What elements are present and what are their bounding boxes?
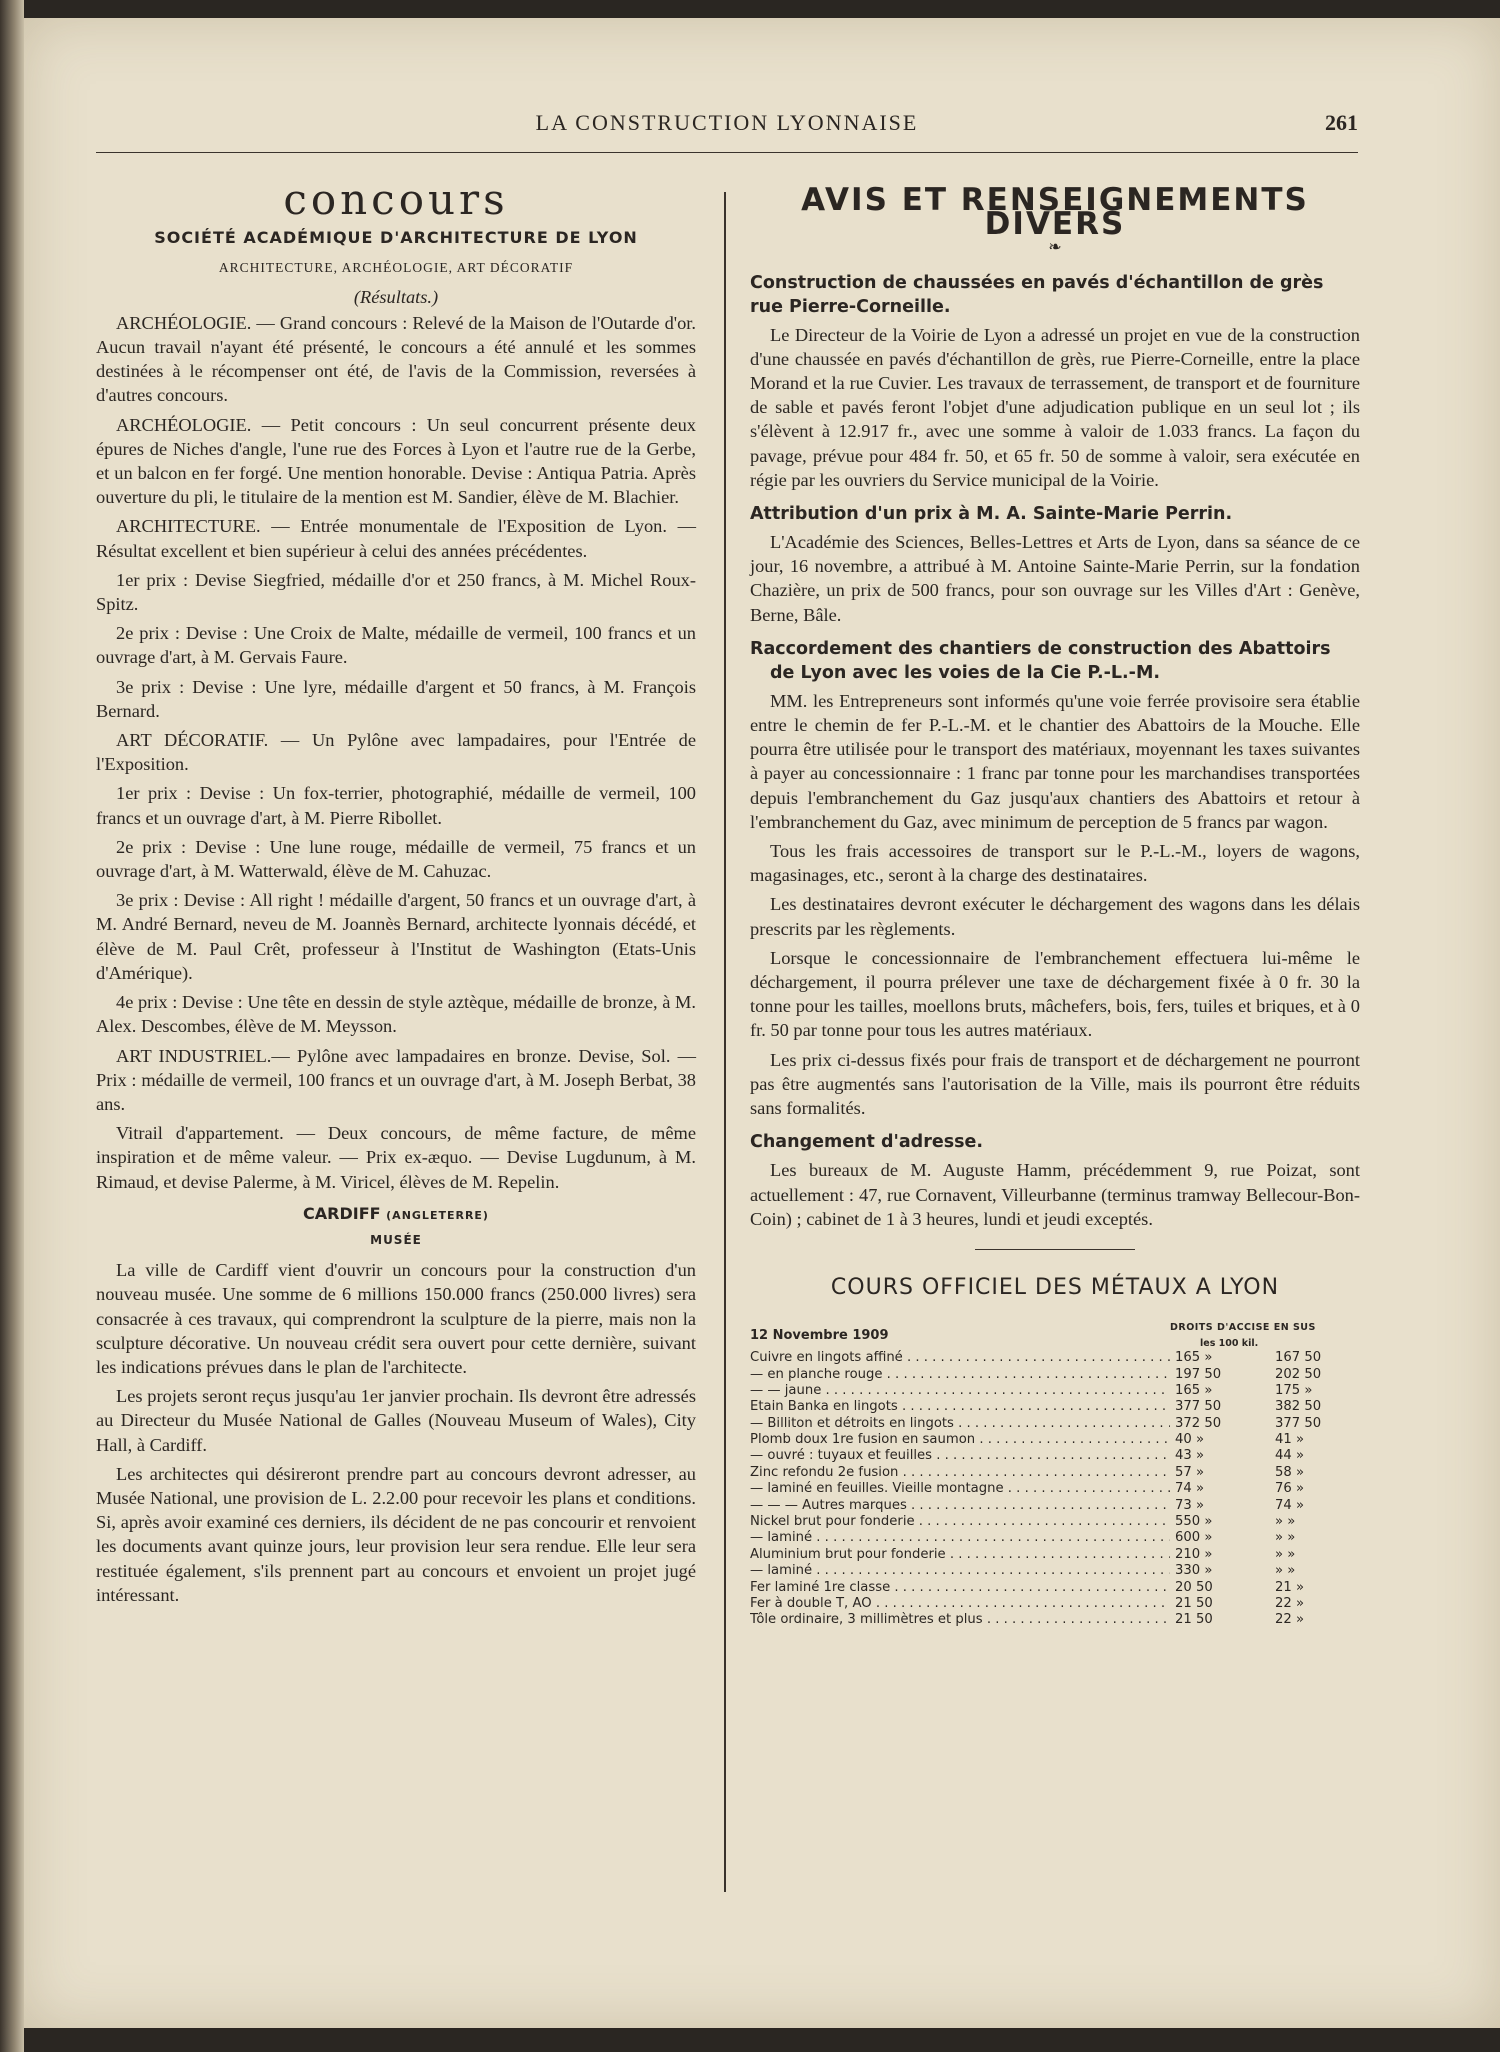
item-heading: Changement d'adresse. bbox=[750, 1132, 984, 1153]
metals-column-header: DROITS D'ACCISE EN SUS bbox=[1170, 1322, 1316, 1334]
paragraph: ARCHÉOLOGIE. — Petit concours : Un seul concurrent présente deux épures de Niches d'angle, l'une rue des Forces à Lyon et l'autre rue de la Gerbe, et un balcon en fer forgé. Une mention honorable. Devise : Antiqua Patria. Après ouverture du pli, le titulaire de la mention est M. Sandier, élève de M. Blachier. bbox=[96, 414, 696, 508]
paragraph: Tous les frais accessoires de transport sur le P.-L.-M., loyers de wagons, magasinages, etc., seront à la charge des destinataires. bbox=[750, 841, 1360, 886]
table-row bbox=[750, 1596, 1360, 1612]
metals-table bbox=[750, 1350, 1360, 1629]
metal-price: 550 » bbox=[1175, 1514, 1250, 1530]
metal-price: 210 » bbox=[1175, 1547, 1250, 1563]
metal-price-with-duty: 167 50 bbox=[1275, 1350, 1322, 1366]
cardiff-title: CARDIFF bbox=[303, 1203, 381, 1223]
paragraph: Le Directeur de la Voirie de Lyon a adressé un projet en vue de la construction d'une chaussée en pavés d'échantillon de grès, rue Pierre-Corneille, entre la place Morand et la rue Cuvier. Les travaux de terrassement, de transport et de fourniture de sable et pavés feront l'objet d'une adjudication publique en un seul lot ; ils s'élèvent à 12.917 fr., avec une somme à valoir de 1.033 francs. La façon du pavage, prévue pour 484 fr. 50, et 65 fr. 50 de somme à valoir, sera exécutée en régie par les ouvriers du Service municipal de la Voirie. bbox=[750, 324, 1360, 490]
metal-label: — — jaune . . . bbox=[750, 1383, 1170, 1399]
paragraph: L'Académie des Sciences, Belles-Lettres et Arts de Lyon, dans sa séance de ce jour, 16 novembre, a attribué à M. Antoine Sainte-Marie Perrin, sur la fondation Chazière, un prix de 500 francs, pour son ouvrage sur les Villes d'Art : Genève, Berne, Bâle. bbox=[750, 532, 1360, 625]
paragraph: Les architectes qui désireront prendre part au concours devront adresser, au Musée National, une provision de L. 2.2.00 pour recevoir les plans et conditions. Si, après avoir examiné ces derniers, ils décident de ne pas concourir et renvoient les documents avant quinze jours, leur provision leur sera rendue. Elle leur sera restituée également, s'ils prennent part au concours et envoient un projet jugé intéressant. bbox=[96, 1463, 696, 1605]
metal-label: — — — Autres marques . . . bbox=[750, 1498, 1170, 1514]
metal-price-with-duty: 74 » bbox=[1275, 1497, 1305, 1513]
paragraph: MM. les Entrepreneurs sont informés qu'une voie ferrée provisoire sera établie entre le chemin de fer P.-L.-M. et le chantier des Abattoirs de la Mouche. Elle pourra être utilisée pour le transport des matériaux, moyennant les taxes suivantes à payer au concessionnaire : 1 franc par tonne pour les marchandises transportées depuis l'embranchement du Gaz jusqu'aux chantiers des Abattoirs et retour à l'embranchement du Gaz, avec minimum de perception de 5 francs par wagon. bbox=[750, 690, 1360, 832]
metal-label: — laminé . . . bbox=[750, 1530, 1170, 1546]
metal-price-with-duty: 22 » bbox=[1275, 1612, 1305, 1628]
metal-price-with-duty: 175 » bbox=[1275, 1382, 1313, 1398]
metal-price: 43 » bbox=[1175, 1448, 1250, 1464]
metal-label: — laminé en feuilles. Vieille montagne . . . bbox=[750, 1481, 1170, 1497]
paragraph: Les bureaux de M. Auguste Hamm, précédemment 9, rue Poizat, sont actuellement : 47, rue Cornavent, Villeurbanne (terminus tramway Bellecour-Bon-Coin) ; cabinet de 1 à 3 heures, lundi et jeudi exceptés. bbox=[750, 1160, 1360, 1229]
metal-label: Fer laminé 1re classe . . . bbox=[750, 1580, 1170, 1596]
metal-price-with-duty: » » bbox=[1275, 1514, 1296, 1530]
metal-label: Tôle ordinaire, 3 millimètres et plus . . . bbox=[750, 1612, 1170, 1628]
metal-price-with-duty: » » bbox=[1275, 1563, 1296, 1579]
metal-price-with-duty: 41 » bbox=[1275, 1432, 1305, 1448]
metal-label: Aluminium brut pour fonderie . . . bbox=[750, 1547, 1170, 1563]
running-header bbox=[96, 104, 1358, 153]
fleuron-icon: ❧ bbox=[1048, 239, 1062, 257]
table-row bbox=[750, 1399, 1360, 1415]
paragraph: 1er prix : Devise Siegfried, médaille d'or et 250 francs, à M. Michel Roux-Spitz. bbox=[96, 569, 696, 615]
page-number: 261 bbox=[1325, 110, 1358, 135]
metal-price: 377 50 bbox=[1175, 1399, 1250, 1415]
table-row bbox=[750, 1383, 1360, 1399]
table-row bbox=[750, 1612, 1360, 1628]
metal-label: — en planche rouge . . . bbox=[750, 1367, 1170, 1383]
metal-price: 165 » bbox=[1175, 1383, 1250, 1399]
org-name: SOCIÉTÉ ACADÉMIQUE D'ARCHITECTURE DE LYON bbox=[154, 228, 638, 248]
table-row bbox=[750, 1448, 1360, 1464]
metal-price: 21 50 bbox=[1175, 1596, 1250, 1612]
metal-price-with-duty: 202 50 bbox=[1275, 1366, 1322, 1382]
metals-title: COURS OFFICIEL DES MÉTAUX A LYON bbox=[830, 1274, 1280, 1300]
metal-price: 57 » bbox=[1175, 1465, 1250, 1481]
paragraph: Lorsque le concessionnaire de l'embranchement effectuera lui-même le déchargement, il pourra prélever une taxe de déchargement fixée à 0 fr. 30 la tonne pour les tailles, moellons bruts, mâchefers, bois, fers, tuiles et briques, et à 0 fr. 50 par tonne pour tous les autres matériaux. bbox=[750, 947, 1360, 1041]
paragraph: 1er prix : Devise : Un fox-terrier, photographié, médaille de vermeil, 100 francs et un ouvrage d'art, à M. Pierre Ribollet. bbox=[96, 783, 696, 828]
metal-label: — ouvré : tuyaux et feuilles . . . bbox=[750, 1448, 1170, 1464]
column-divider bbox=[724, 192, 726, 1892]
table-row bbox=[750, 1350, 1360, 1366]
table-row bbox=[750, 1514, 1360, 1530]
table-row bbox=[750, 1498, 1360, 1514]
avis-title: AVIS ET RENSEIGNEMENTS DIVERS bbox=[801, 182, 1309, 243]
metal-price-with-duty: » » bbox=[1275, 1546, 1296, 1562]
metal-price-with-duty: 21 » bbox=[1275, 1579, 1305, 1595]
metal-price-with-duty: 382 50 bbox=[1275, 1399, 1322, 1415]
paragraph: Les prix ci-dessus fixés pour frais de transport et de déchargement ne pourront pas être augmentés sans l'autorisation de la Ville, mais ils pourront être réduits sans formalités. bbox=[750, 1049, 1360, 1119]
metal-price-with-duty: 44 » bbox=[1275, 1448, 1305, 1464]
paragraph: 3e prix : Devise : Une lyre, médaille d'argent et 50 francs, à M. François Bernard. bbox=[96, 676, 696, 721]
paragraph: 2e prix : Devise : Une lune rouge, médaille de vermeil, 75 francs et un ouvrage d'art, à M. Watterwald, élève de M. Cahuzac. bbox=[96, 836, 696, 882]
table-row bbox=[750, 1580, 1360, 1596]
cardiff-subheading: MUSÉE bbox=[370, 1232, 422, 1247]
binding-edge bbox=[0, 0, 24, 2052]
metal-price: 372 50 bbox=[1175, 1416, 1250, 1432]
cardiff-heading bbox=[96, 1202, 696, 1228]
metal-price: 74 » bbox=[1175, 1481, 1250, 1497]
table-row bbox=[750, 1547, 1360, 1563]
table-row bbox=[750, 1416, 1360, 1432]
metal-label: Cuivre en lingots affiné . . . bbox=[750, 1350, 1170, 1366]
metal-label: Nickel brut pour fonderie . . . bbox=[750, 1514, 1170, 1530]
metal-price: 330 » bbox=[1175, 1563, 1250, 1579]
metal-price: 600 » bbox=[1175, 1530, 1250, 1546]
metal-price: 20 50 bbox=[1175, 1580, 1250, 1596]
item-heading: Construction de chaussées en pavés d'échantillon de grès rue Pierre-Corneille. bbox=[750, 272, 1324, 317]
metals-date: 12 Novembre 1909 bbox=[750, 1328, 889, 1344]
results-label: (Résultats.) bbox=[353, 286, 439, 307]
paragraph: ARCHITECTURE. — Entrée monumentale de l'Exposition de Lyon. — Résultat excellent et bien supérieur à celui des années précédentes. bbox=[96, 516, 696, 561]
table-row bbox=[750, 1530, 1360, 1546]
metal-price: 197 50 bbox=[1175, 1367, 1250, 1383]
org-subtitle: ARCHITECTURE, ARCHÉOLOGIE, ART DÉCORATIF bbox=[218, 260, 574, 276]
paragraph: ART INDUSTRIEL.— Pylône avec lampadaires en bronze. Devise, Sol. — Prix : médaille de vermeil, 100 francs et un ouvrage d'art, à M. Joseph Berbat, 38 ans. bbox=[96, 1045, 696, 1114]
metal-price: 40 » bbox=[1175, 1432, 1250, 1448]
paragraph: Vitrail d'appartement. — Deux concours, de même facture, de même inspiration et de même valeur. — Prix ex-æquo. — Devise Lugdunum, à M. Rimaud, et devise Palerme, à M. Viricel, élèves de M. Repelin. bbox=[96, 1123, 696, 1192]
section-rule bbox=[975, 1249, 1135, 1250]
metal-price-with-duty: 22 » bbox=[1275, 1595, 1305, 1611]
paragraph: Les projets seront reçus jusqu'au 1er janvier prochain. Ils devront être adressés au Directeur du Musée National de Galles (Nouveau Museum of Wales), City Hall, à Cardiff. bbox=[96, 1386, 696, 1455]
metal-price-with-duty: 58 » bbox=[1275, 1464, 1305, 1480]
table-row bbox=[750, 1465, 1360, 1481]
metal-price: 21 50 bbox=[1175, 1612, 1250, 1628]
metal-price-with-duty: 377 50 bbox=[1275, 1415, 1322, 1431]
metal-label: Fer à double T, AO . . . bbox=[750, 1596, 1170, 1612]
item-heading: Attribution d'un prix à M. A. Sainte-Marie Perrin. bbox=[750, 504, 1233, 525]
paragraph: La ville de Cardiff vient d'ouvrir un concours pour la construction d'un nouveau musée. Une somme de 6 millions 150.000 francs (250.000 livres) sera consacrée à ces travaux, qui comprendront la sculpture de la pierre, mais non la sculpture décorative. Un nouveau crédit sera ouvert pour cette dernière, suivant les indications prévues dans le plan de l'architecte. bbox=[96, 1260, 696, 1377]
metal-price: 165 » bbox=[1175, 1350, 1250, 1366]
metal-price-with-duty: 76 » bbox=[1275, 1481, 1305, 1497]
right-column bbox=[750, 180, 1360, 1629]
journal-title: LA CONSTRUCTION LYONNAISE bbox=[535, 110, 919, 135]
left-column bbox=[96, 175, 696, 1612]
metals-unit: les 100 kil. bbox=[1200, 1338, 1259, 1350]
table-row bbox=[750, 1481, 1360, 1497]
concours-title: concours bbox=[283, 175, 509, 224]
metal-label: Etain Banka en lingots . . . bbox=[750, 1399, 1170, 1415]
concours-paragraphs bbox=[96, 311, 696, 1194]
metal-price-with-duty: » » bbox=[1275, 1530, 1296, 1546]
metal-label: Plomb doux 1re fusion en saumon . . . bbox=[750, 1432, 1170, 1448]
paragraph: 4e prix : Devise : Une tête en dessin de style aztèque, médaille de bronze, à M. Alex. Descombes, élève de M. Meysson. bbox=[96, 992, 696, 1037]
metal-label: Zinc refondu 2e fusion . . . bbox=[750, 1465, 1170, 1481]
paragraph: 2e prix : Devise : Une Croix de Malte, médaille de vermeil, 100 francs et un ouvrage d'art, à M. Gervais Faure. bbox=[96, 623, 696, 668]
item-heading: Raccordement des chantiers de construction des Abattoirs de Lyon avec les voies de la Cie P.-L.-M. bbox=[750, 638, 1331, 683]
paragraph: 3e prix : Devise : All right ! médaille d'argent, 50 francs et un ouvrage d'art, à M. André Bernard, neveu de M. Joannès Bernard, architecte lyonnais décédé, et élève de M. Paul Crêt, professeur à l'Institut de Washington (Etats-Unis d'Amérique). bbox=[96, 890, 696, 983]
table-row bbox=[750, 1432, 1360, 1448]
metal-label: — Billiton et détroits en lingots . . . bbox=[750, 1416, 1170, 1432]
paragraph: ARCHÉOLOGIE. — Grand concours : Relevé de la Maison de l'Outarde d'or. Aucun travail n'ayant été présenté, le concours a été annulé et les sommes destinées à le récompenser ont été, de l'avis de la Commission, reversées à d'autres concours. bbox=[96, 312, 696, 406]
paragraph: Les destinataires devront exécuter le déchargement des wagons dans les délais prescrits par les règlements. bbox=[750, 894, 1360, 939]
metal-price: 73 » bbox=[1175, 1498, 1250, 1514]
metal-label: — laminé . . . bbox=[750, 1563, 1170, 1579]
cardiff-country: (ANGLETERRE) bbox=[386, 1208, 489, 1222]
table-row bbox=[750, 1563, 1360, 1579]
metals-table-header bbox=[750, 1316, 1360, 1350]
table-row bbox=[750, 1367, 1360, 1383]
paragraph: ART DÉCORATIF. — Un Pylône avec lampadaires, pour l'Entrée de l'Exposition. bbox=[96, 730, 696, 775]
